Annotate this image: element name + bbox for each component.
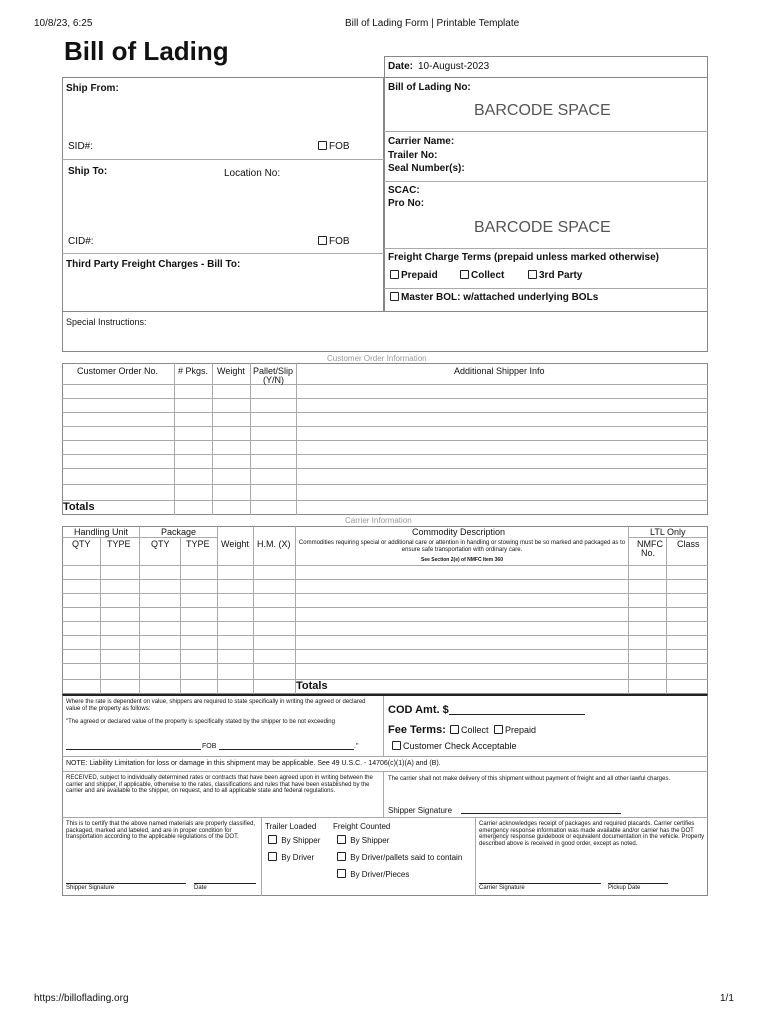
customer-check-checkbox[interactable]: Customer Check Acceptable — [392, 741, 517, 751]
quote-end: ." — [354, 743, 359, 750]
ci-group-ltl: LTL Only — [650, 527, 686, 537]
freight-counted-label: Freight Counted — [333, 822, 391, 831]
bol-no-label: Bill of Lading No: — [388, 82, 471, 93]
print-page-title: Bill of Lading Form | Printable Template — [345, 18, 520, 29]
checkbox-icon[interactable] — [528, 270, 537, 279]
checkbox-icon[interactable] — [318, 141, 327, 150]
rate-text: Where the rate is dependent on value, shippers are required to state specifically in writing the agreed or declared value of the property as follows: — [66, 699, 366, 712]
date-label: Date: — [388, 61, 414, 72]
trailer-by-shipper-checkbox[interactable]: By Shipper — [268, 835, 320, 845]
print-page-count: 1/1 — [720, 993, 734, 1004]
seal-numbers-label: Seal Number(s): — [388, 163, 465, 174]
checkbox-icon[interactable] — [392, 741, 401, 750]
master-bol-checkbox[interactable]: Master BOL: w/attached underlying BOLs — [390, 292, 598, 303]
ci-commodity-sub: See Section 2(e) of NMFC Item 360 — [421, 557, 503, 563]
checkbox-icon[interactable] — [268, 852, 277, 861]
ci-group-commodity: Commodity Description — [412, 527, 506, 537]
received-text: RECEIVED, subject to individually determined rates or contracts that have been agreed upon in writing between the carrier and shipper, if applicable, otherwise to the rates, classifications and rules that have been established by the carrier and are available to the shipper, on request, and to all applicable state and federal regulations. — [66, 775, 373, 794]
cod-amount-field[interactable] — [449, 714, 585, 715]
ci-header-hm: H.M. (X) — [257, 539, 291, 549]
agreed-text: "The agreed or declared value of the property is specifically stated by the shipper to be not exceeding — [66, 719, 335, 725]
co-header-pallet: Pallet/Slip — [253, 366, 294, 376]
special-instructions-box[interactable] — [62, 312, 708, 352]
fee-terms-label: Fee Terms: — [388, 724, 446, 736]
sid-label[interactable]: SID#: — [68, 141, 94, 152]
fee-collect-checkbox[interactable]: Collect — [450, 725, 489, 735]
ci-commodity-note: Commodities requiring special or additional care or attention in handling or stowing must be so marked and packaged as to ensure safe transportation with ordinary care. — [298, 540, 626, 553]
note-text: NOTE: Liability Limitation for loss or damage in this shipment may be applicable. See 49 U.S.C. - 14706(c)(1)(A) and (B). — [66, 760, 441, 767]
checkbox-icon[interactable] — [450, 725, 459, 734]
certify-text: This is to certify that the above named materials are properly classified, packaged, marked and labeled, and are in proper condition for transportation according to the applicable regulations of the DOT. — [66, 821, 256, 840]
freight-terms-label: Freight Charge Terms (prepaid unless marked otherwise) — [388, 252, 659, 263]
shipper-signature-field[interactable] — [461, 813, 621, 814]
barcode-space-1: BARCODE SPACE — [474, 102, 611, 119]
fob-checkbox-2[interactable]: FOB — [318, 236, 350, 247]
trailer-loaded-label: Trailer Loaded — [265, 822, 317, 831]
form-title: Bill of Lading — [64, 36, 229, 66]
checkbox-icon[interactable] — [337, 835, 346, 844]
carrier-sig-small: Carrier Signature — [479, 885, 525, 891]
shipper-sig-small: Shipper Signature — [66, 885, 115, 891]
checkbox-icon[interactable] — [337, 869, 346, 878]
cod-label: COD Amt. $ — [388, 704, 449, 716]
third-party-label: Third Party Freight Charges - Bill To: — [66, 259, 241, 270]
co-header-additional: Additional Shipper Info — [454, 366, 545, 376]
ci-group-handling: Handling Unit — [74, 527, 129, 537]
checkbox-icon[interactable] — [318, 236, 327, 245]
freight-by-driver-pieces-checkbox[interactable]: By Driver/Pieces — [337, 869, 409, 879]
third-party-checkbox[interactable]: 3rd Party — [528, 270, 582, 281]
barcode-space-2: BARCODE SPACE — [474, 219, 611, 236]
ci-header-nmfc: NMFC — [637, 539, 663, 549]
ci-group-package: Package — [161, 527, 197, 537]
checkbox-icon[interactable] — [268, 835, 277, 844]
trailer-by-driver-checkbox[interactable]: By Driver — [268, 852, 314, 862]
carrier-info-title: Carrier Information — [345, 516, 412, 525]
ci-header-class: Class — [677, 539, 700, 549]
co-totals-label: Totals — [63, 501, 95, 513]
co-header-weight: Weight — [217, 366, 245, 376]
trailer-no-label: Trailer No: — [388, 150, 438, 161]
customer-order-table — [62, 363, 708, 515]
ship-from-label: Ship From: — [66, 83, 119, 94]
print-datetime: 10/8/23, 6:25 — [34, 18, 93, 29]
ci-header-no: No. — [641, 548, 656, 558]
special-instructions-label: Special Instructions: — [66, 317, 147, 327]
checkbox-icon[interactable] — [390, 270, 399, 279]
collect-checkbox[interactable]: Collect — [460, 270, 504, 281]
ship-to-label: Ship To: — [68, 166, 108, 177]
date-small: Date — [194, 885, 207, 891]
pickup-date-small: Pickup Date — [608, 885, 641, 891]
checkbox-icon[interactable] — [460, 270, 469, 279]
scac-label: SCAC: — [388, 185, 420, 196]
ship-info-box — [62, 77, 384, 312]
checkbox-icon[interactable] — [337, 852, 346, 861]
ci-header-type-2: TYPE — [186, 539, 210, 549]
date-value[interactable]: 10-August-2023 — [418, 61, 490, 72]
fob-checkbox-1[interactable]: FOB — [318, 141, 350, 152]
fee-prepaid-checkbox[interactable]: Prepaid — [494, 725, 536, 735]
ci-header-qty-2: QTY — [151, 539, 170, 549]
location-no-label[interactable]: Location No: — [224, 168, 281, 179]
carrier-no-delivery-text: The carrier shall not make delivery of this shipment without payment of freight and all other lawful charges. — [388, 776, 671, 782]
checkbox-icon[interactable] — [390, 292, 399, 301]
ci-totals-label: Totals — [296, 680, 328, 692]
carrier-ack-text: Carrier acknowledges receipt of packages and required placards. Carrier certifies emergency response information was made available and/or carrier has the DOT emergency response guidebook or equivalent documentation in the vehicle. Property described above is received in good order, except as noted. — [479, 821, 705, 847]
co-header-yn: (Y/N) — [263, 375, 284, 385]
customer-order-title: Customer Order Information — [327, 354, 427, 363]
cid-label[interactable]: CID#: — [68, 236, 94, 247]
ci-header-type-1: TYPE — [107, 539, 131, 549]
ci-header-qty-1: QTY — [72, 539, 91, 549]
prepaid-checkbox[interactable]: Prepaid — [390, 270, 438, 281]
freight-by-shipper-checkbox[interactable]: By Shipper — [337, 835, 389, 845]
shipper-signature-label: Shipper Signature — [388, 806, 453, 815]
freight-by-driver-pallets-checkbox[interactable]: By Driver/pallets said to contain — [337, 852, 462, 862]
fob-text: FOB — [202, 743, 217, 750]
co-header-order-no: Customer Order No. — [77, 366, 159, 376]
print-footer-url: https://billoflading.org — [34, 993, 129, 1004]
ci-header-weight: Weight — [221, 539, 249, 549]
co-header-pkgs: # Pkgs. — [178, 366, 209, 376]
pro-no-label: Pro No: — [388, 198, 425, 209]
carrier-name-label: Carrier Name: — [388, 136, 455, 147]
checkbox-icon[interactable] — [494, 725, 503, 734]
